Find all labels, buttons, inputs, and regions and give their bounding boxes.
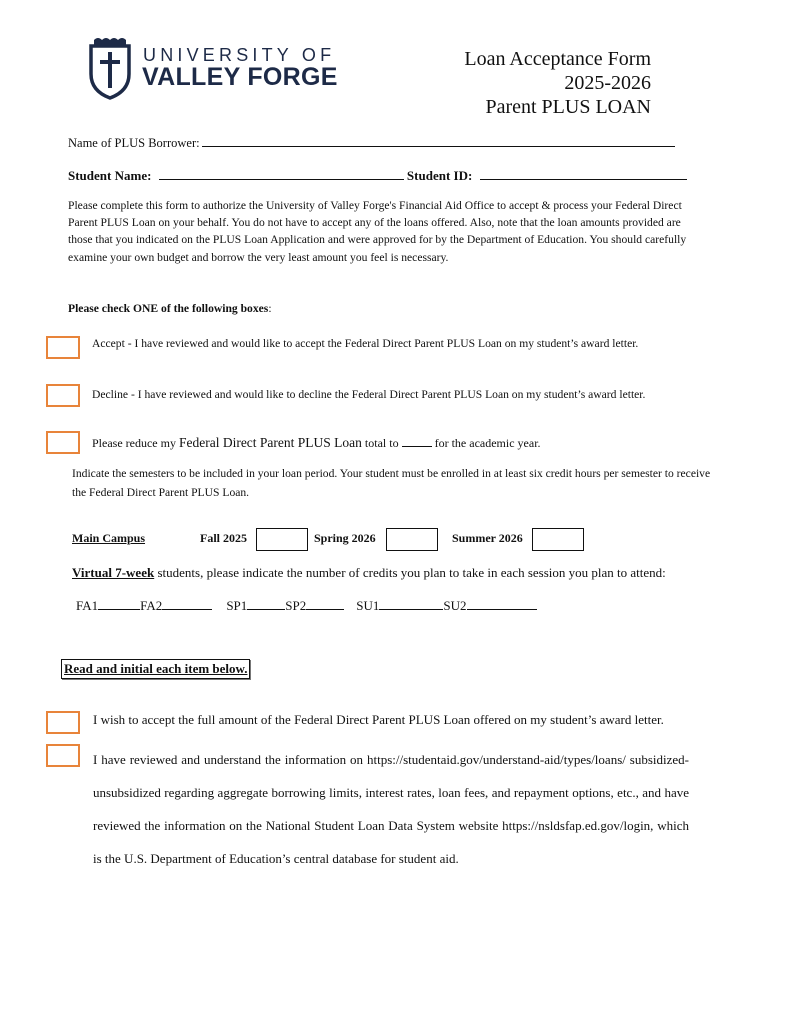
check-instruction-suffix: :	[268, 302, 272, 315]
session-su1-field[interactable]	[379, 597, 443, 610]
reduce-suffix: for the academic year.	[434, 436, 541, 450]
form-subtitle: Parent PLUS LOAN	[485, 96, 651, 118]
summer-label: Summer 2026	[452, 531, 523, 545]
intro-paragraph: Please complete this form to authorize the University of Valley Forge's Financial Aid Office to accept & process your Federal Direct Parent PLUS Loan on your behalf. You do not have to accept any of the loans offered. Also, note that the loan amounts provided are those that you indicated on the PLUS Loan Application and were approved for by the Department of Education. You should carefully examine your own budget and borrow the very least amount you feel is necessary.	[68, 199, 687, 264]
semester-note: Indicate the semesters to be included in your loan period. Your student must be enrolled in at least six credit hours per semester to receive the Federal Direct Parent PLUS Loan.	[72, 467, 711, 499]
decline-checkbox[interactable]	[46, 384, 80, 407]
session-su2-field[interactable]	[467, 597, 537, 610]
borrower-row	[68, 134, 675, 151]
session-sp2-field[interactable]	[306, 597, 344, 610]
session-sp1-label: SP1	[226, 598, 248, 613]
session-fa2-field[interactable]	[162, 597, 212, 610]
accept-option-label: Accept - I have reviewed and would like to accept the Federal Direct Parent PLUS Loan on my student’s award letter.	[92, 337, 639, 350]
sessions-row	[76, 597, 537, 614]
form-year: 2025-2026	[564, 72, 651, 94]
virtual-row	[72, 565, 666, 581]
student-name-field[interactable]	[159, 167, 404, 180]
virtual-label: Virtual 7-week	[72, 565, 155, 580]
check-instruction-bold: Please check ONE of the following boxes	[68, 302, 269, 315]
student-id-label: Student ID:	[406, 168, 473, 183]
session-sp1-field[interactable]	[247, 597, 285, 610]
session-su2-label: SU2	[443, 598, 467, 613]
reduce-checkbox[interactable]	[46, 431, 80, 454]
session-su1-label: SU1	[356, 598, 380, 613]
fall-label: Fall 2025	[200, 531, 247, 545]
borrower-label: Name of PLUS Borrower:	[68, 136, 200, 150]
reviewed-info-item: I have reviewed and understand the information on https://studentaid.gov/understand-aid/types/loans/ subsidized-unsubsidized regarding aggregate borrowing limits, interest rates, loan fees, and repayment options, etc., and have reviewed the information on the National Student Loan Data System website https://nsldsfap.ed.gov/login, which is the U.S. Department of Education’s central database for student aid.	[93, 752, 689, 866]
logo-text-university-of: UNIVERSITY OF	[143, 45, 336, 65]
session-fa2-label: FA2	[140, 598, 163, 613]
full-amount-item: I wish to accept the full amount of the Federal Direct Parent PLUS Loan offered on my student’s award letter.	[93, 712, 664, 727]
full-amount-initial-box[interactable]	[46, 711, 80, 734]
virtual-text: students, please indicate the number of credits you plan to take in each session you plan to attend:	[154, 565, 666, 580]
accept-checkbox[interactable]	[46, 336, 80, 359]
session-fa1-field[interactable]	[98, 597, 140, 610]
check-instruction	[68, 302, 272, 315]
summer-semester-box[interactable]	[532, 528, 584, 551]
reduce-total: total to	[364, 436, 399, 450]
university-shield-logo-icon	[88, 36, 132, 100]
student-row	[68, 167, 687, 184]
main-campus-label: Main Campus	[72, 531, 146, 545]
main-campus-row	[72, 531, 145, 546]
session-sp2-label: SP2	[285, 598, 307, 613]
reviewed-info-initial-box[interactable]	[46, 744, 80, 767]
decline-option-label: Decline - I have reviewed and would like to decline the Federal Direct Parent PLUS Loan on my student’s award letter.	[92, 388, 646, 401]
spring-label: Spring 2026	[314, 531, 376, 545]
reduce-loan-name: Federal Direct Parent PLUS Loan	[178, 435, 362, 450]
session-fa1-label: FA1	[76, 598, 99, 613]
borrower-name-field[interactable]	[202, 134, 675, 147]
logo-text-valley-forge: VALLEY FORGE	[142, 63, 338, 91]
student-id-field[interactable]	[480, 167, 687, 180]
reduce-option-label	[92, 434, 690, 453]
read-initial-heading: Read and initial each item below.	[61, 659, 250, 679]
spring-semester-box[interactable]	[386, 528, 438, 551]
form-title: Loan Acceptance Form	[464, 48, 651, 70]
student-name-label: Student Name:	[68, 168, 152, 183]
reduce-amount-field[interactable]	[402, 435, 432, 447]
fall-semester-box[interactable]	[256, 528, 308, 551]
reduce-prefix: Please reduce my	[92, 436, 176, 450]
